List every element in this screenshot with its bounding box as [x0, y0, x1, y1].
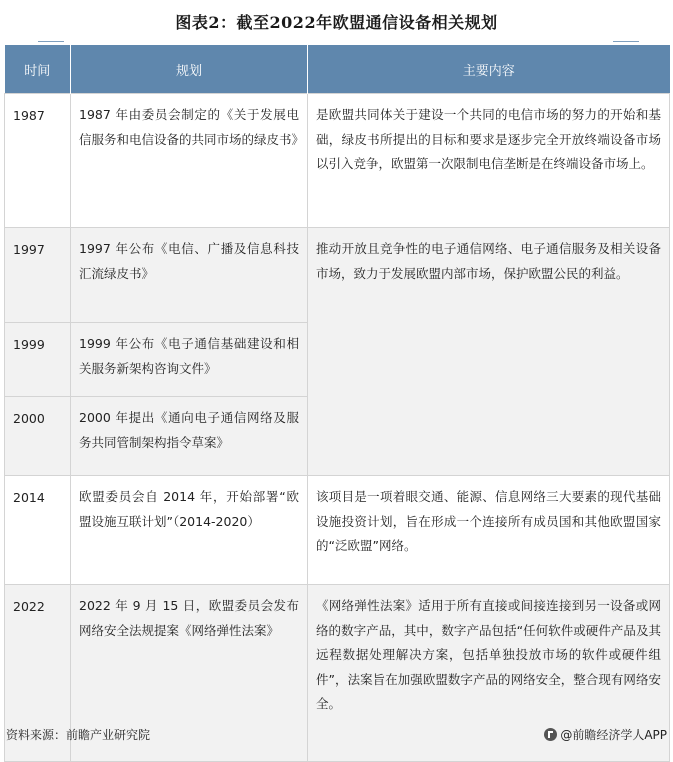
title-rule-left: [38, 41, 64, 42]
year-cell: 2022: [5, 585, 71, 762]
source-note: 资料来源：前瞻产业研究院: [6, 728, 151, 742]
title-rule-right: [613, 41, 639, 42]
header-time: 时间: [5, 45, 71, 94]
plan-cell: 1997 年公布《电信、广播及信息科技汇流绿皮书》: [71, 228, 308, 323]
year-cell: 1999: [5, 323, 71, 397]
brand-text: @前瞻经济学人APP: [560, 728, 667, 742]
table-header-row: [5, 45, 670, 94]
content-cell: 该项目是一项着眼交通、能源、信息网络三大要素的现代基础设施投资计划，旨在形成一个连接所有成员国和其他欧盟国家的“泛欧盟”网络。: [308, 476, 670, 585]
year-cell: 1997: [5, 228, 71, 323]
table-row: [5, 476, 670, 585]
plan-cell: 2000 年提出《通向电子通信网络及服务共同管制架构指令草案》: [71, 397, 308, 476]
content-cell: 推动开放且竞争性的电子通信网络、电子通信服务及相关设备市场，致力于发展欧盟内部市场，保护欧盟公民的利益。: [308, 228, 670, 476]
page-title: 图表2：截至2022年欧盟通信设备相关规划: [175, 13, 498, 32]
year-cell: 1987: [5, 94, 71, 228]
plan-cell: 2022 年 9 月 15 日，欧盟委员会发布网络安全法规提案《网络弹性法案》: [71, 585, 308, 762]
plan-cell: 1987 年由委员会制定的《关于发展电信服务和电信设备的共同市场的绿皮书》: [71, 94, 308, 228]
plan-cell: 欧盟委员会自 2014 年，开始部署“欧盟设施互联计划”（2014-2020）: [71, 476, 308, 585]
plan-cell: 1999 年公布《电子通信基础建设和相关服务新架构咨询文件》: [71, 323, 308, 397]
header-plan: 规划: [71, 45, 308, 94]
brand-credit: [544, 726, 667, 743]
content-cell: 《网络弹性法案》适用于所有直接或间接连接到另一设备或网络的数字产品，其中，数字产品包括“任何软件或硬件产品及其远程数据处理解决方案，包括单独投放市场的软件或硬件组件”，法案旨在加强欧盟数字产品的网络安全，整合现有网络安全。: [308, 585, 670, 762]
qianzhan-logo-icon: [544, 728, 557, 741]
header-content: 主要内容: [308, 45, 670, 94]
table-row: [5, 94, 670, 228]
content-cell: 是欧盟共同体关于建设一个共同的电信市场的努力的开始和基础，绿皮书所提出的目标和要求是逐步完全开放终端设备市场以引入竞争，欧盟第一次限制电信垄断是在终端设备市场上。: [308, 94, 670, 228]
table-row: [5, 228, 670, 323]
plan-table: [4, 45, 670, 762]
year-cell: 2014: [5, 476, 71, 585]
footer: [0, 724, 673, 746]
year-cell: 2000: [5, 397, 71, 476]
